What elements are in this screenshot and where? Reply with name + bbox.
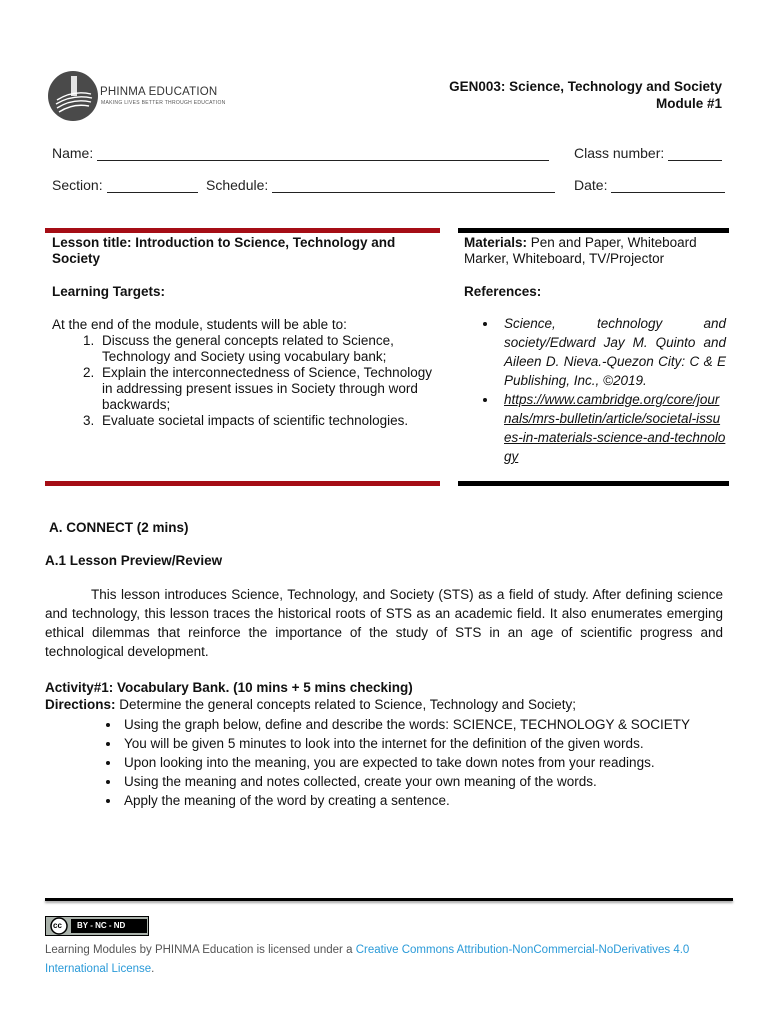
section-blank[interactable] (107, 178, 198, 193)
list-item (498, 390, 726, 466)
logo-name: PHINMA EDUCATION (100, 86, 218, 98)
directions (45, 697, 576, 712)
targets-intro: At the end of the module, students will be able to: (52, 317, 347, 332)
learning-targets-list (52, 333, 432, 429)
references-heading: References: (464, 284, 542, 299)
section-label: Section: (52, 177, 103, 193)
license-suffix: . (151, 963, 155, 975)
materials-label: Materials: (464, 235, 528, 250)
class-number-field[interactable] (574, 145, 722, 161)
directions-list (25, 715, 768, 810)
materials-top-bar (458, 228, 729, 233)
license-notice (45, 941, 735, 979)
lesson-left-column (52, 235, 432, 429)
list-item: • Using the graph below, define and describe the words: SCIENCE, TECHNOLOGY & SOCIETY (121, 715, 768, 734)
license-link[interactable]: Creative Commons Attribution-NonCommercial-NoDerivatives 4.0 International License (45, 944, 690, 975)
directions-label: Directions: (45, 697, 116, 712)
materials (464, 235, 726, 267)
learning-targets-heading: Learning Targets: (52, 284, 166, 299)
section-a1-heading: A.1 Lesson Preview/Review (45, 553, 223, 568)
materials-text: Pen and Paper, Whiteboard Marker, Whiteboard, TV/Projector (464, 235, 697, 266)
reference-link[interactable]: https://www.cambridge.org/core/journals/mrs-bulletin/article/societal-issues-in-materials-science-and-technology (504, 392, 726, 464)
cc-badge-text: BY - NC - ND (77, 921, 126, 930)
name-blank[interactable] (97, 146, 549, 161)
lesson-right-column (464, 235, 726, 466)
name-label: Name: (52, 145, 94, 161)
module-number: Module #1 (655, 96, 722, 111)
lesson-bottom-bar (45, 481, 440, 486)
name-field[interactable] (52, 145, 549, 161)
class-number-blank[interactable] (668, 146, 722, 161)
schedule-field[interactable] (206, 177, 555, 193)
lesson-title: Lesson title: Introduction to Science, Technology and Society (52, 235, 396, 266)
list-item: • Science, technology and society/Edward Jay M. Quinto and Aileen D. Nieva.-Quezon City: C & E Publishing, Inc., ©2019. (498, 314, 726, 390)
list-item: • Upon looking into the meaning, you are expected to take down notes from your readings. (121, 753, 768, 772)
references-list (454, 314, 726, 466)
directions-text: Determine the general concepts related to Science, Technology and Society; (115, 697, 577, 712)
list-item: 3. Evaluate societal impacts of scientific technologies. (98, 413, 432, 429)
section-field[interactable] (52, 177, 198, 193)
list-item: • Using the meaning and notes collected, create your own meaning of the words. (121, 772, 768, 791)
cc-license-badge[interactable] (45, 916, 149, 936)
lesson-top-bar (45, 228, 440, 233)
list-item: • Apply the meaning of the word by creating a sentence. (121, 791, 768, 810)
logo-tagline: MAKING LIVES BETTER THROUGH EDUCATION (101, 100, 226, 106)
list-item: • You will be given 5 minutes to look into the internet for the definition of the given words. (121, 734, 768, 753)
activity-title: Activity#1: Vocabulary Bank. (10 mins + 5 mins checking) (45, 680, 413, 695)
intro-paragraph: This lesson introduces Science, Technology, and Society (STS) as a field of study. After defining science and technology, this lesson traces the historical roots of STS as an academic field. It also enumerates emerging ethical dilemmas that reinforce the importance of the study of STS in an age of scientific progress and technological development. (45, 587, 723, 659)
cc-mark: cc (53, 921, 62, 930)
schedule-blank[interactable] (272, 178, 555, 193)
class-number-label: Class number: (574, 145, 665, 161)
license-prefix: Learning Modules by PHINMA Education is licensed under a (45, 944, 356, 956)
course-title: GEN003: Science, Technology and Society (449, 79, 722, 94)
list-item: 1. Discuss the general concepts related to Science, Technology and Society using vocabulary bank; (98, 333, 432, 365)
list-item: 2. Explain the interconnectedness of Science, Technology in addressing present issues in Society through word backwards; (98, 365, 432, 413)
date-label: Date: (574, 177, 608, 193)
materials-bottom-bar (458, 481, 729, 486)
date-blank[interactable] (611, 178, 725, 193)
date-field[interactable] (574, 177, 725, 193)
schedule-label: Schedule: (206, 177, 269, 193)
footer-divider (45, 898, 733, 901)
phinma-emblem-icon (47, 70, 99, 122)
section-a-heading: A. CONNECT (2 mins) (49, 520, 189, 535)
